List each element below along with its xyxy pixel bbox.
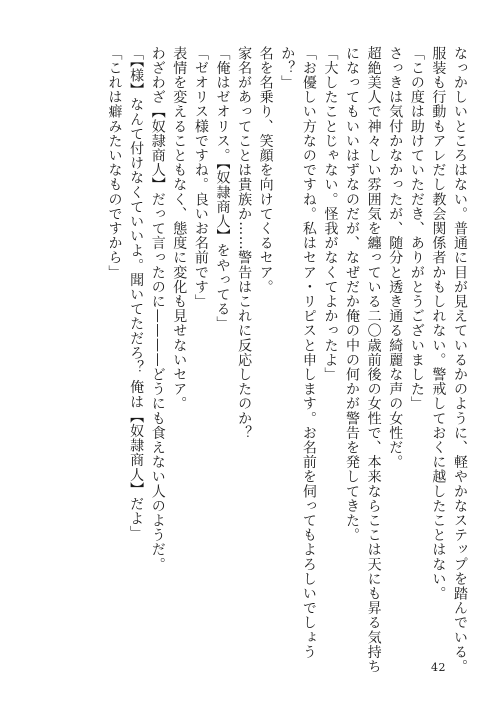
- text-line: になってもいいはずなのだが、なぜだか俺の中の何かが警告を発してきた。: [344, 46, 361, 543]
- text-line: なっかしいところはない。普通に目が見えているかのように、軽やかなステップを踏んでいる。: [452, 46, 468, 674]
- text-line: 「お優しい方なのですね。私はセア・リピスと申します。お名前を伺ってもよろしいでしょう: [300, 46, 317, 660]
- text-line: 服装も行動もアレだし教会関係者かもしれない。警戒しておくに越したことはない。: [430, 46, 447, 601]
- text-line: わざわざ【奴隷商人】だって言ったのに————どうにも食えない人のようだ。: [149, 46, 166, 572]
- page-number: 42: [431, 661, 446, 674]
- text-line: 家名があってことは貴族か……警告はこれに反応したのか？: [236, 46, 253, 441]
- text-line: さっきは気付かなかったが、随分と透き通る綺麗な声の女性だ。: [387, 46, 404, 470]
- text-line: 「大したことじゃない。怪我がなくてよかったよ」: [322, 46, 339, 382]
- text-line: 名を名乗り、笑顔を向けてくるセア。: [257, 46, 274, 295]
- text-line: 「【様】なんて付けなくていいよ。聞いてただろ？ 俺は【奴隷商人】だよ」: [128, 46, 145, 541]
- text-line: 「ゼオリス様ですね。良いお名前です」: [192, 46, 209, 309]
- text-line: 「この度は助けていただき、ありがとうございました」: [408, 46, 425, 411]
- text-line: 超絶美人で神々しい雰囲気を纏っている二〇歳前後の女性で、本来ならここは天にも昇る気持ち: [365, 46, 382, 674]
- text-line: 「これは癖みたいなものですから」: [106, 46, 123, 280]
- text-line: 表情を変えることもなく、態度に変化も見せないセア。: [171, 46, 188, 411]
- text-line: か？」: [279, 46, 296, 90]
- text-line: 「俺はゼオリス。【奴隷商人】をやってる」: [214, 46, 231, 331]
